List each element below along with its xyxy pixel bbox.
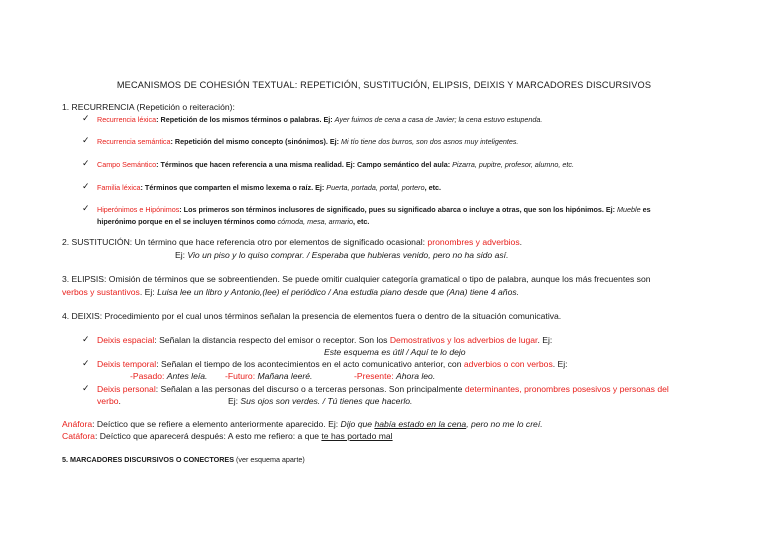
- item-label: Deixis temporal: [97, 359, 157, 369]
- anafora-text: : Deíctico que se refiere a elemento anteriormente aparecido. Ej:: [92, 419, 341, 429]
- pasado-example: Antes leía.: [166, 371, 208, 381]
- list-item: [97, 137, 518, 146]
- item-label: Recurrencia semántica: [97, 137, 171, 146]
- section-2: [62, 237, 522, 247]
- futuro-example: Mañana leeré.: [257, 371, 313, 381]
- example-text: Sus ojos son verdes. / Tú tienes que hacerlo.: [240, 396, 413, 406]
- section-4-text: 4. DEIXIS: Procedimiento por el cual unos términos señalan la presencia de elementos fuera o dentro de la situación comunicativa.: [62, 311, 562, 321]
- punctuation: .: [519, 237, 523, 247]
- catafora-text: : Deíctico que aparecerá después: A esto me refiero: a que: [94, 431, 322, 441]
- item-label: Recurrencia léxica: [97, 115, 157, 124]
- deixis-personal: [97, 384, 669, 394]
- document-title: MECANISMOS DE COHESIÓN TEXTUAL: REPETICIÓN, SUSTITUCIÓN, ELIPSIS, DEIXIS Y MARCADORES DISCURSIVOS: [116, 80, 652, 90]
- item-text: : Los primeros son términos inclusores de significado, pues su significado abarca o incluye a otras, que son los hipónimos. Ej:: [179, 205, 618, 214]
- deixis-personal-example: [228, 396, 412, 406]
- example-prefix: Ej:: [228, 396, 241, 406]
- item-text: : Señalan la distancia respecto del emisor o receptor. Son los: [154, 335, 390, 345]
- example-text: Vio un piso y lo quiso comprar. / Esperaba que hubieras venido, pero no ha sido así.: [187, 250, 509, 260]
- futuro-label: -Futuro:: [225, 371, 258, 381]
- deixis-temporal-futuro: [225, 371, 312, 381]
- item-label: Deixis espacial: [97, 335, 155, 345]
- section-5: [62, 455, 305, 464]
- item-text: : Repetición de los mismos términos o palabras. Ej:: [156, 115, 335, 124]
- section-5-note: (ver esquema aparte): [234, 455, 305, 464]
- item-red: Demostrativos y los adverbios de lugar: [389, 335, 538, 345]
- item-text: : Repetición del mismo concepto (sinónimos). Ej:: [170, 137, 342, 146]
- anafora-example-underlined: había estado en la cena: [374, 419, 467, 429]
- item-red: adverbios o con verbos: [463, 359, 553, 369]
- section-3-text: 3. ELIPSIS: Omisión de términos que se sobreentienden. Se puede omitir cualquier categoría gramatical o tipo de palabra, aunque los más frecuentes son: [62, 274, 651, 284]
- item-example: Puerta, portada, portal, portero: [326, 183, 425, 192]
- pasado-label: -Pasado:: [130, 371, 167, 381]
- anafora-line: [62, 419, 543, 429]
- item-label: Campo Semántico: [97, 160, 157, 169]
- item-text: : Términos que hacen referencia a una misma realidad. Ej: Campo semántico del aula:: [156, 160, 453, 169]
- list-item: [97, 183, 441, 192]
- item-example: Mueble: [617, 205, 641, 214]
- catafora-label: Catáfora: [62, 431, 95, 441]
- deixis-personal-line2: [97, 396, 121, 406]
- item-label: Deixis personal: [97, 384, 156, 394]
- checkmark-icon: ✓: [82, 203, 90, 213]
- list-item-continuation: [97, 217, 369, 226]
- section-2-example: [175, 250, 508, 260]
- catafora-line: [62, 431, 393, 441]
- item-label: Familia léxica: [97, 183, 141, 192]
- item-text: hiperónimo porque en el se incluyen términos como: [97, 217, 278, 226]
- item-text: : Términos que comparten el mismo lexema o raíz. Ej:: [140, 183, 327, 192]
- catafora-example-underlined: te has portado mal: [321, 431, 393, 441]
- checkmark-icon: ✓: [82, 181, 90, 191]
- item-example: Mi tío tiene dos burros, son dos asnos muy inteligentes.: [341, 137, 519, 146]
- checkmark-icon: ✓: [82, 158, 90, 168]
- deixis-espacial: [97, 335, 552, 345]
- deixis-espacial-example: Este esquema es útil / Aquí te lo dejo: [324, 347, 466, 357]
- deixis-temporal: [97, 359, 568, 369]
- item-text: : Señalan a las personas del discurso o a terceras personas. Son principalmente: [155, 384, 465, 394]
- item-example: Pizarra, pupitre, profesor, alumno, etc.: [452, 160, 574, 169]
- item-example: Ayer fuimos de cena a casa de Javier; la cena estuvo estupenda.: [334, 115, 543, 124]
- checkmark-icon: ✓: [82, 135, 90, 145]
- checkmark-icon: ✓: [82, 358, 90, 368]
- checkmark-icon: ✓: [82, 334, 90, 344]
- presente-label: -Presente:: [354, 371, 397, 381]
- deixis-temporal-pasado: [130, 371, 207, 381]
- list-item: [97, 205, 651, 214]
- section-1-heading: 1. RECURRENCIA (Repetición o reiteración):: [62, 102, 235, 112]
- checkmark-icon: ✓: [82, 383, 90, 393]
- item-example: cómoda, mesa, armario: [277, 217, 354, 226]
- presente-example: Ahora leo.: [396, 371, 436, 381]
- checkmark-icon: ✓: [82, 113, 90, 123]
- item-tail: , etc.: [424, 183, 441, 192]
- deixis-temporal-presente: [354, 371, 435, 381]
- item-end: .: [118, 396, 121, 406]
- section-5-heading: 5. MARCADORES DISCURSIVOS O CONECTORES: [62, 455, 234, 464]
- anafora-example: Dijo que: [340, 419, 375, 429]
- item-end: . Ej:: [552, 359, 568, 369]
- example-text: Luisa lee un libro y Antonio,(lee) el periódico / Ana estudia piano desde que (Ana) tiene 4 años.: [157, 287, 520, 297]
- section-3-red: verbos y sustantivos: [62, 287, 140, 297]
- anafora-label: Anáfora: [62, 419, 93, 429]
- item-tail: , etc.: [353, 217, 370, 226]
- item-red: verbo: [97, 396, 119, 406]
- list-item: [97, 115, 542, 124]
- example-prefix: Ej:: [175, 250, 188, 260]
- section-2-red: pronombres y adverbios: [427, 237, 520, 247]
- item-text: : Señalan el tiempo de los acontecimientos en el acto comunicativo anterior, con: [156, 359, 464, 369]
- section-2-text: 2. SUSTITUCIÓN: Un término que hace referencia otro por elementos de significado ocasional:: [62, 237, 428, 247]
- list-item: [97, 160, 574, 169]
- item-tail: es: [640, 205, 651, 214]
- example-prefix: . Ej:: [139, 287, 158, 297]
- item-end: . Ej:: [537, 335, 553, 345]
- anafora-example-end: , pero no me lo creí.: [466, 419, 543, 429]
- item-red: determinantes, pronombres posesivos y personas del: [464, 384, 669, 394]
- section-3-line2: [62, 287, 519, 297]
- item-label: Hiperónimos e Hipónimos: [97, 205, 180, 214]
